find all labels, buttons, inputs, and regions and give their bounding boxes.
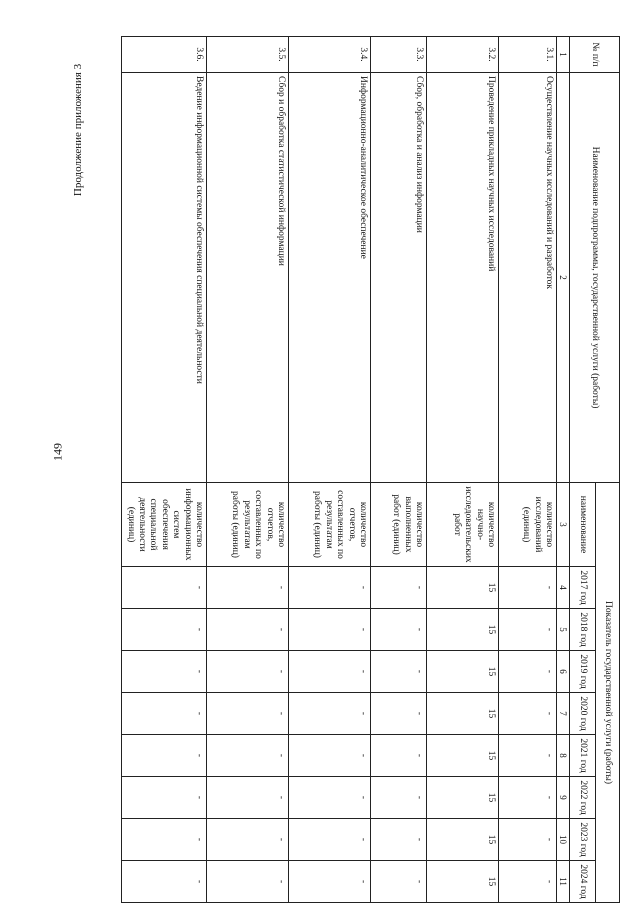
- column-index: 4: [557, 567, 570, 609]
- row-value: -: [122, 693, 207, 735]
- row-value: -: [371, 609, 427, 651]
- row-value: 15: [427, 693, 499, 735]
- column-index: 9: [557, 777, 570, 819]
- header-year: 2021 год: [570, 735, 596, 777]
- row-value: -: [207, 609, 289, 651]
- column-index: 2: [557, 73, 570, 483]
- row-value: -: [371, 861, 427, 903]
- row-value: -: [371, 693, 427, 735]
- row-number: 3.5.: [207, 37, 289, 73]
- page-number: 149: [50, 443, 65, 461]
- row-name: Ведение информационной системы обеспечения специальной деятельности: [122, 73, 207, 483]
- row-value: -: [371, 567, 427, 609]
- row-value: -: [289, 567, 371, 609]
- row-value: 15: [427, 651, 499, 693]
- column-index-row: [557, 37, 570, 903]
- row-value: -: [499, 819, 557, 861]
- table-row: [207, 37, 289, 903]
- header-year: 2019 год: [570, 651, 596, 693]
- row-value: 15: [427, 735, 499, 777]
- table-row: [371, 37, 427, 903]
- column-index: 7: [557, 693, 570, 735]
- row-value: -: [371, 819, 427, 861]
- column-index: 6: [557, 651, 570, 693]
- table-row: [499, 37, 557, 903]
- row-value: -: [122, 819, 207, 861]
- row-value: 15: [427, 819, 499, 861]
- row-value: -: [122, 567, 207, 609]
- row-value: -: [207, 651, 289, 693]
- row-value: -: [371, 651, 427, 693]
- row-number: 3.3.: [371, 37, 427, 73]
- row-value: 15: [427, 609, 499, 651]
- header-indicator-group: Показатель государственной услуги (работы): [596, 483, 620, 903]
- column-index: 10: [557, 819, 570, 861]
- row-value: -: [207, 861, 289, 903]
- row-value: -: [499, 861, 557, 903]
- row-value: 15: [427, 861, 499, 903]
- row-value: -: [289, 819, 371, 861]
- header-year: 2023 год: [570, 819, 596, 861]
- row-value: -: [499, 651, 557, 693]
- row-value: -: [371, 735, 427, 777]
- row-indicator: количество информационных систем обеспечения специальной деятельности (единиц): [122, 483, 207, 567]
- header-year: 2018 год: [570, 609, 596, 651]
- row-value: -: [122, 651, 207, 693]
- row-value: -: [122, 861, 207, 903]
- table-row: [427, 37, 499, 903]
- row-value: -: [499, 735, 557, 777]
- row-value: -: [122, 777, 207, 819]
- row-value: -: [207, 693, 289, 735]
- row-indicator: количество исследований (единиц): [499, 483, 557, 567]
- row-value: -: [289, 777, 371, 819]
- column-index: 8: [557, 735, 570, 777]
- row-value: -: [289, 861, 371, 903]
- table-row: [289, 37, 371, 903]
- header-indicator-name: наименование: [570, 483, 596, 567]
- row-name: Сбор, обработка и анализ информации: [371, 73, 427, 483]
- row-value: -: [289, 651, 371, 693]
- row-value: 15: [427, 777, 499, 819]
- row-value: -: [499, 693, 557, 735]
- header-year: 2024 год: [570, 861, 596, 903]
- row-name: Сбор и обработка статистической информации: [207, 73, 289, 483]
- row-value: -: [122, 735, 207, 777]
- row-indicator: количество выполненных работ (единиц): [371, 483, 427, 567]
- continuation-caption: Продолжение приложения 3: [72, 63, 84, 197]
- rotated-table-container: [125, 36, 620, 902]
- row-name: Проведение прикладных научных исследований: [427, 73, 499, 483]
- row-number: 3.6.: [122, 37, 207, 73]
- row-value: -: [207, 819, 289, 861]
- row-value: -: [289, 693, 371, 735]
- header-year: 2017 год: [570, 567, 596, 609]
- column-index: 3: [557, 483, 570, 567]
- column-index: 1: [557, 37, 570, 73]
- row-value: -: [499, 567, 557, 609]
- indicators-table: [121, 36, 620, 903]
- row-value: -: [289, 735, 371, 777]
- row-value: -: [207, 567, 289, 609]
- header-program: Наименование подпрограммы, государственной услуги (работы): [570, 73, 620, 483]
- row-value: -: [499, 609, 557, 651]
- row-value: -: [122, 609, 207, 651]
- row-value: 15: [427, 567, 499, 609]
- row-number: 3.1.: [499, 37, 557, 73]
- column-index: 5: [557, 609, 570, 651]
- row-number: 3.4.: [289, 37, 371, 73]
- row-name: Информационно-аналитическое обеспечение: [289, 73, 371, 483]
- row-indicator: количество научно-исследовательских работ: [427, 483, 499, 567]
- row-value: -: [207, 777, 289, 819]
- row-value: -: [289, 609, 371, 651]
- column-index: 11: [557, 861, 570, 903]
- row-indicator: количество отчетов, составленных по результатам работы (единиц): [207, 483, 289, 567]
- header-num: № п/п: [570, 37, 620, 73]
- row-value: -: [499, 777, 557, 819]
- table-row: [122, 37, 207, 903]
- header-year: 2020 год: [570, 693, 596, 735]
- row-number: 3.2.: [427, 37, 499, 73]
- row-value: -: [371, 777, 427, 819]
- row-indicator: количество отчетов, составленных по результатам работы (единиц): [289, 483, 371, 567]
- row-value: -: [207, 735, 289, 777]
- row-name: Осуществление научных исследований и разработок: [499, 73, 557, 483]
- header-year: 2022 год: [570, 777, 596, 819]
